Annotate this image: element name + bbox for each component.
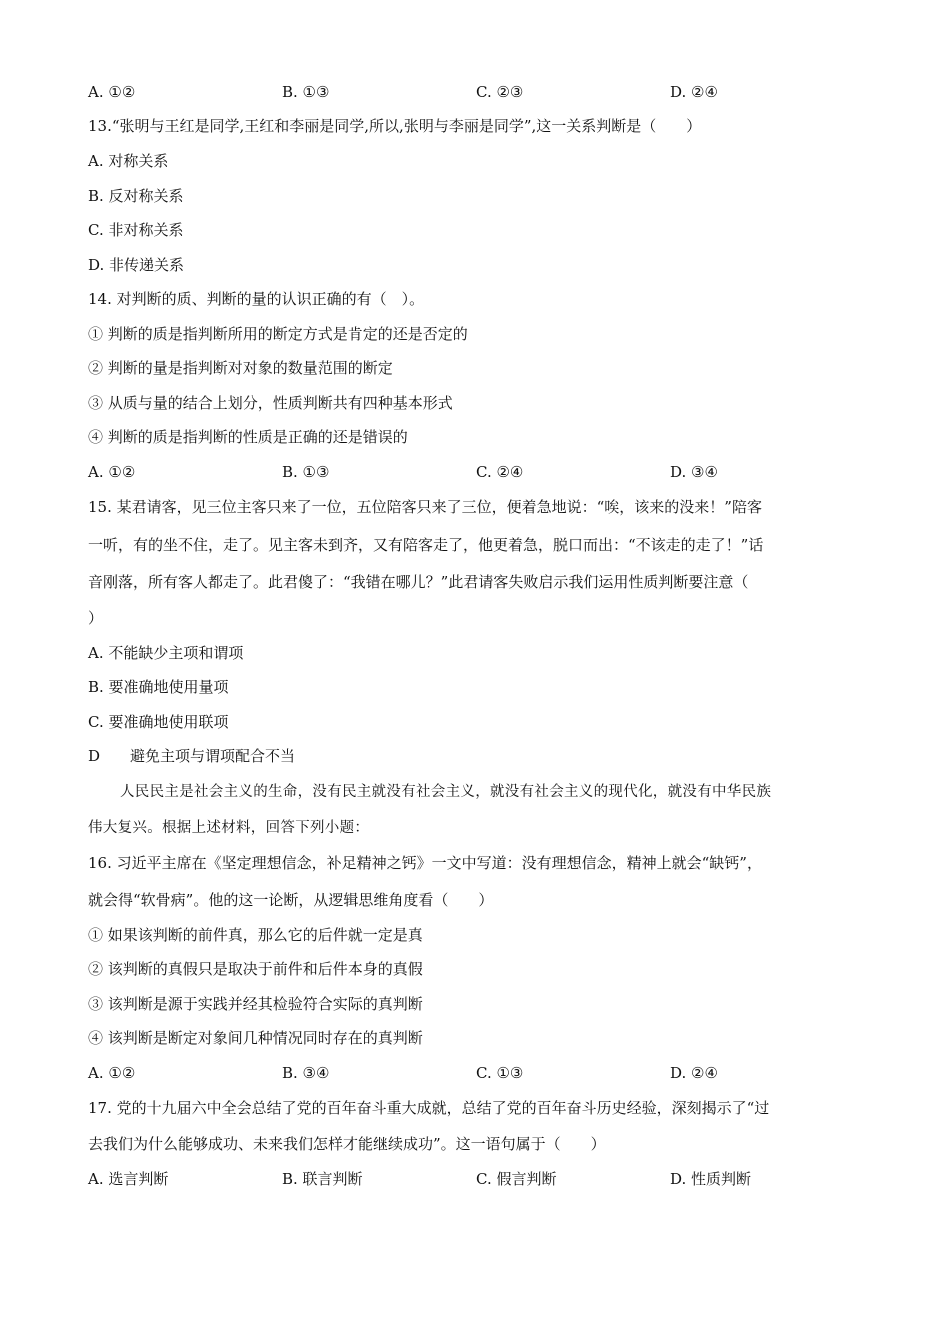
q14-option-b: B. ①③ (282, 463, 330, 481)
q16-statement-1: ① 如果该判断的前件真，那么它的后件就一定是真 (88, 926, 423, 944)
q16-statement-2: ② 该判断的真假只是取决于前件和后件本身的真假 (88, 960, 423, 978)
q17-option-c: C. 假言判断 (476, 1170, 557, 1188)
q17-option-a: A. 选言判断 (88, 1170, 169, 1188)
q14-statement-4: ④ 判断的质是指判断的性质是正确的还是错误的 (88, 428, 408, 446)
q15-stem-line-1: 15. 某君请客，见三位主客只来了一位，五位陪客只来了三位，便着急地说：“唉，该来的没来！”陪客 (88, 498, 762, 516)
q16-option-c: C. ①③ (476, 1064, 524, 1082)
q15-option-a: A. 不能缺少主项和谓项 (88, 644, 244, 662)
q12-option-a: A. ①② (88, 83, 136, 101)
q14-option-d: D. ③④ (670, 463, 718, 481)
q12-option-d: D. ②④ (670, 83, 718, 101)
q15-stem-line-4: ） (88, 609, 104, 627)
q17-stem-line-2: 去我们为什么能够成功、未来我们怎样才能继续成功”。这一语句属于（ ） (88, 1135, 606, 1153)
q12-option-b: B. ①③ (282, 83, 330, 101)
q16-option-b: B. ③④ (282, 1064, 330, 1082)
q16-statement-4: ④ 该判断是断定对象间几种情况同时存在的真判断 (88, 1029, 423, 1047)
q14-statement-1: ① 判断的质是指判断所用的断定方式是肯定的还是否定的 (88, 325, 468, 343)
q14-option-c: C. ②④ (476, 463, 524, 481)
q12-option-c: C. ②③ (476, 83, 524, 101)
q14-option-a: A. ①② (88, 463, 136, 481)
q16-stem-line-1: 16. 习近平主席在《坚定理想信念，补足精神之钙》一文中写道：没有理想信念，精神上就会“缺钙”， (88, 854, 762, 872)
q15-option-b: B. 要准确地使用量项 (88, 678, 229, 696)
q13-option-c: C. 非对称关系 (88, 221, 184, 239)
q15-option-c: C. 要准确地使用联项 (88, 713, 229, 731)
q17-option-b: B. 联言判断 (282, 1170, 363, 1188)
q13-option-d: D. 非传递关系 (88, 256, 185, 274)
q16-statement-3: ③ 该判断是源于实践并经其检验符合实际的真判断 (88, 995, 423, 1013)
q15-stem-line-3: 音刚落，所有客人都走了。此君傻了：“我错在哪儿？”此君请客失败启示我们运用性质判断要注意（ (88, 573, 749, 591)
q14-statement-3: ③ 从质与量的结合上划分，性质判断共有四种基本形式 (88, 394, 453, 412)
q14-statement-2: ② 判断的量是指判断对对象的数量范围的断定 (88, 359, 393, 377)
q15-option-d: D 避免主项与谓项配合不当 (88, 747, 296, 765)
material-line-2: 伟大复兴。根据上述材料，回答下列小题： (88, 820, 370, 836)
q13-stem: 13.“张明与王红是同学,王红和李丽是同学,所以,张明与李丽是同学”,这一关系判断是（ ） (88, 117, 702, 135)
q15-stem-line-2: 一听，有的坐不住，走了。见主客未到齐，又有陪客走了，他更着急，脱口而出：“不该走的走了！”话 (88, 536, 764, 554)
q16-option-a: A. ①② (88, 1064, 136, 1082)
q14-stem: 14. 对判断的质、判断的量的认识正确的有（ ）。 (88, 290, 425, 308)
q13-option-b: B. 反对称关系 (88, 187, 184, 205)
q16-stem-line-2: 就会得“软骨病”。他的这一论断，从逻辑思维角度看（ ） (88, 891, 494, 909)
q16-option-d: D. ②④ (670, 1064, 718, 1082)
material-line-1: 人民民主是社会主义的生命，没有民主就没有社会主义，就没有社会主义的现代化，就没有中华民族 (120, 784, 772, 800)
q13-option-a: A. 对称关系 (88, 152, 169, 170)
q17-stem-line-1: 17. 党的十九届六中全会总结了党的百年奋斗重大成就，总结了党的百年奋斗历史经验，深刻揭示了“过 (88, 1099, 770, 1117)
q17-option-d: D. 性质判断 (670, 1170, 752, 1188)
